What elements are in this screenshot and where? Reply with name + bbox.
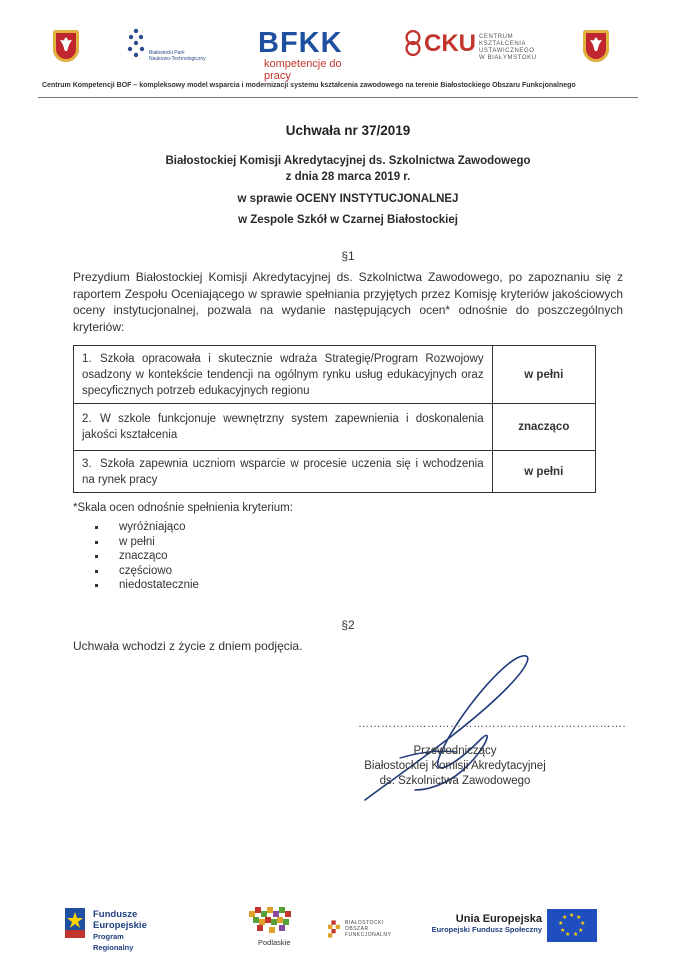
date-line: z dnia 28 marca 2019 r. bbox=[285, 171, 411, 183]
criteria-row bbox=[74, 346, 596, 404]
section-2-text: Uchwała wchodzi z życie z dniem podjęcia. bbox=[73, 639, 303, 653]
bof-text-line2: OBSZAR bbox=[345, 926, 369, 932]
bfkk-logo bbox=[258, 27, 368, 82]
criteria-text: Szkoła zapewnia uczniom wsparcie w procesie uczenia się i wchodzenia na rynek pracy bbox=[82, 457, 484, 486]
cku-mark-icon bbox=[402, 29, 424, 57]
fe-line2: Europejskie bbox=[93, 920, 147, 931]
bof-text-line1: BIAŁOSTOCKI bbox=[345, 920, 384, 926]
header-rule bbox=[38, 97, 638, 98]
ue-title: Unia Europejska bbox=[455, 913, 542, 925]
criteria-number: 3. bbox=[82, 457, 92, 470]
criteria-table bbox=[73, 345, 596, 493]
signature-title: Przewodniczący bbox=[413, 745, 497, 757]
criteria-row bbox=[74, 404, 596, 451]
podlaskie-logo bbox=[243, 905, 303, 950]
criteria-cell bbox=[74, 346, 493, 404]
bpnt-text-line2: Naukowo-Technologiczny bbox=[149, 56, 206, 62]
section-1-mark: §1 bbox=[341, 249, 355, 263]
criteria-score: w pełni bbox=[492, 346, 595, 404]
criteria-cell bbox=[74, 451, 493, 493]
signature-line-2: Białostockiej Komisji Akredytacyjnej bbox=[364, 760, 546, 772]
eu-flag-icon: ★ ★ ★ ★ ★ ★ ★ ★ ★ bbox=[547, 909, 597, 942]
list-item: niedostatecznie bbox=[93, 578, 199, 593]
document-title: Uchwała nr 37/2019 bbox=[285, 123, 411, 138]
section-1-text: Prezydium Białostockiej Komisji Akredytacyjnej ds. Szkolnictwa Zawodowego, po zapoznaniu się z raportem Zespołu Oceniającego w sprawie spełniania przyjętych przez Komisję kryteriów jakościowych oceny instytucjonalnej, pozwala na wydanie następujących ocen* odnośnie do poszczególnych kryteriów: bbox=[73, 270, 623, 334]
bof-mark-icon bbox=[328, 920, 340, 938]
cku-logo bbox=[402, 27, 562, 67]
issuer-line: Białostockiej Komisji Akredytacyjnej ds. Szkolnictwa Zawodowego bbox=[165, 155, 531, 167]
bpnt-mark-icon bbox=[125, 28, 147, 62]
bof-logo bbox=[328, 918, 418, 946]
bfkk-tagline: kompetencje do pracy bbox=[264, 58, 342, 82]
bpnt-logo bbox=[125, 28, 215, 68]
fe-mark-icon bbox=[65, 908, 85, 938]
criteria-number: 2. bbox=[82, 413, 92, 425]
list-item: częściowo bbox=[93, 564, 199, 579]
school-line: w Zespole Szkół w Czarnej Białostockiej bbox=[238, 214, 458, 226]
subject-line: w sprawie OCENY INSTYTUCJONALNEJ bbox=[237, 193, 459, 205]
header-caption: Centrum Kompetencji BOF – kompleksowy model wsparcia i modernizacji systemu kształcenia zawodowego na terenie Białostockiego Obszaru Funkcjonalnego bbox=[42, 82, 576, 89]
section-2-mark: §2 bbox=[341, 618, 355, 632]
criteria-text: Szkoła opracowała i skutecznie wdraża Strategię/Program Rozwojowy osadzony w kontekście tendencji na ogólnym rynku usług edukacyjnych oraz specyficznych potrzeb edukacyjnych regionu bbox=[82, 352, 484, 397]
cku-logo-text: CKU bbox=[424, 30, 476, 57]
scale-title: *Skala ocen odnośnie spełnienia kryterium: bbox=[73, 502, 293, 514]
podlaskie-text: Podlaskie bbox=[258, 938, 291, 947]
podlaskie-mark-icon bbox=[245, 905, 301, 935]
criteria-number: 1. bbox=[82, 352, 92, 365]
signature-dotted-line: ……………………………………………………………. bbox=[358, 718, 627, 730]
eu-logo-text bbox=[420, 913, 542, 934]
signature-block bbox=[340, 744, 570, 789]
criteria-score: w pełni bbox=[492, 451, 595, 493]
criteria-cell bbox=[74, 404, 493, 451]
criteria-text: W szkole funkcjonuje wewnętrzny system zapewnienia i doskonalenia jakości kształcenia bbox=[82, 413, 484, 441]
ue-subtitle: Europejski Fundusz Społeczny bbox=[431, 925, 542, 934]
coat-of-arms-bialystok-logo bbox=[583, 30, 609, 62]
bfkk-logo-text: BFKK bbox=[258, 27, 343, 59]
criteria-row bbox=[74, 451, 596, 493]
cku-name-line3: W BIAŁYMSTOKU bbox=[479, 55, 537, 61]
criteria-score: znacząco bbox=[492, 404, 595, 451]
list-item: w pełni bbox=[93, 535, 199, 550]
bof-text-line3: FUNKCJONALNY bbox=[345, 932, 392, 938]
scale-list bbox=[93, 520, 199, 593]
cku-name-line2: USTAWICZNEGO bbox=[479, 48, 535, 54]
list-item: wyróżniająco bbox=[93, 520, 199, 535]
fundusze-europejskie-logo bbox=[65, 908, 165, 952]
bpnt-text-line1: Białostocki Park bbox=[149, 50, 185, 56]
signature-line-3: ds. Szkolnictwa Zawodowego bbox=[379, 775, 531, 787]
coat-of-arms-podlaskie-logo bbox=[53, 30, 79, 62]
fe-line3: Program Regionalny bbox=[93, 932, 134, 952]
fe-line1: Fundusze bbox=[93, 909, 138, 920]
cku-name-line1: CENTRUM KSZTAŁCENIA bbox=[479, 34, 527, 47]
list-item: znacząco bbox=[93, 549, 199, 564]
